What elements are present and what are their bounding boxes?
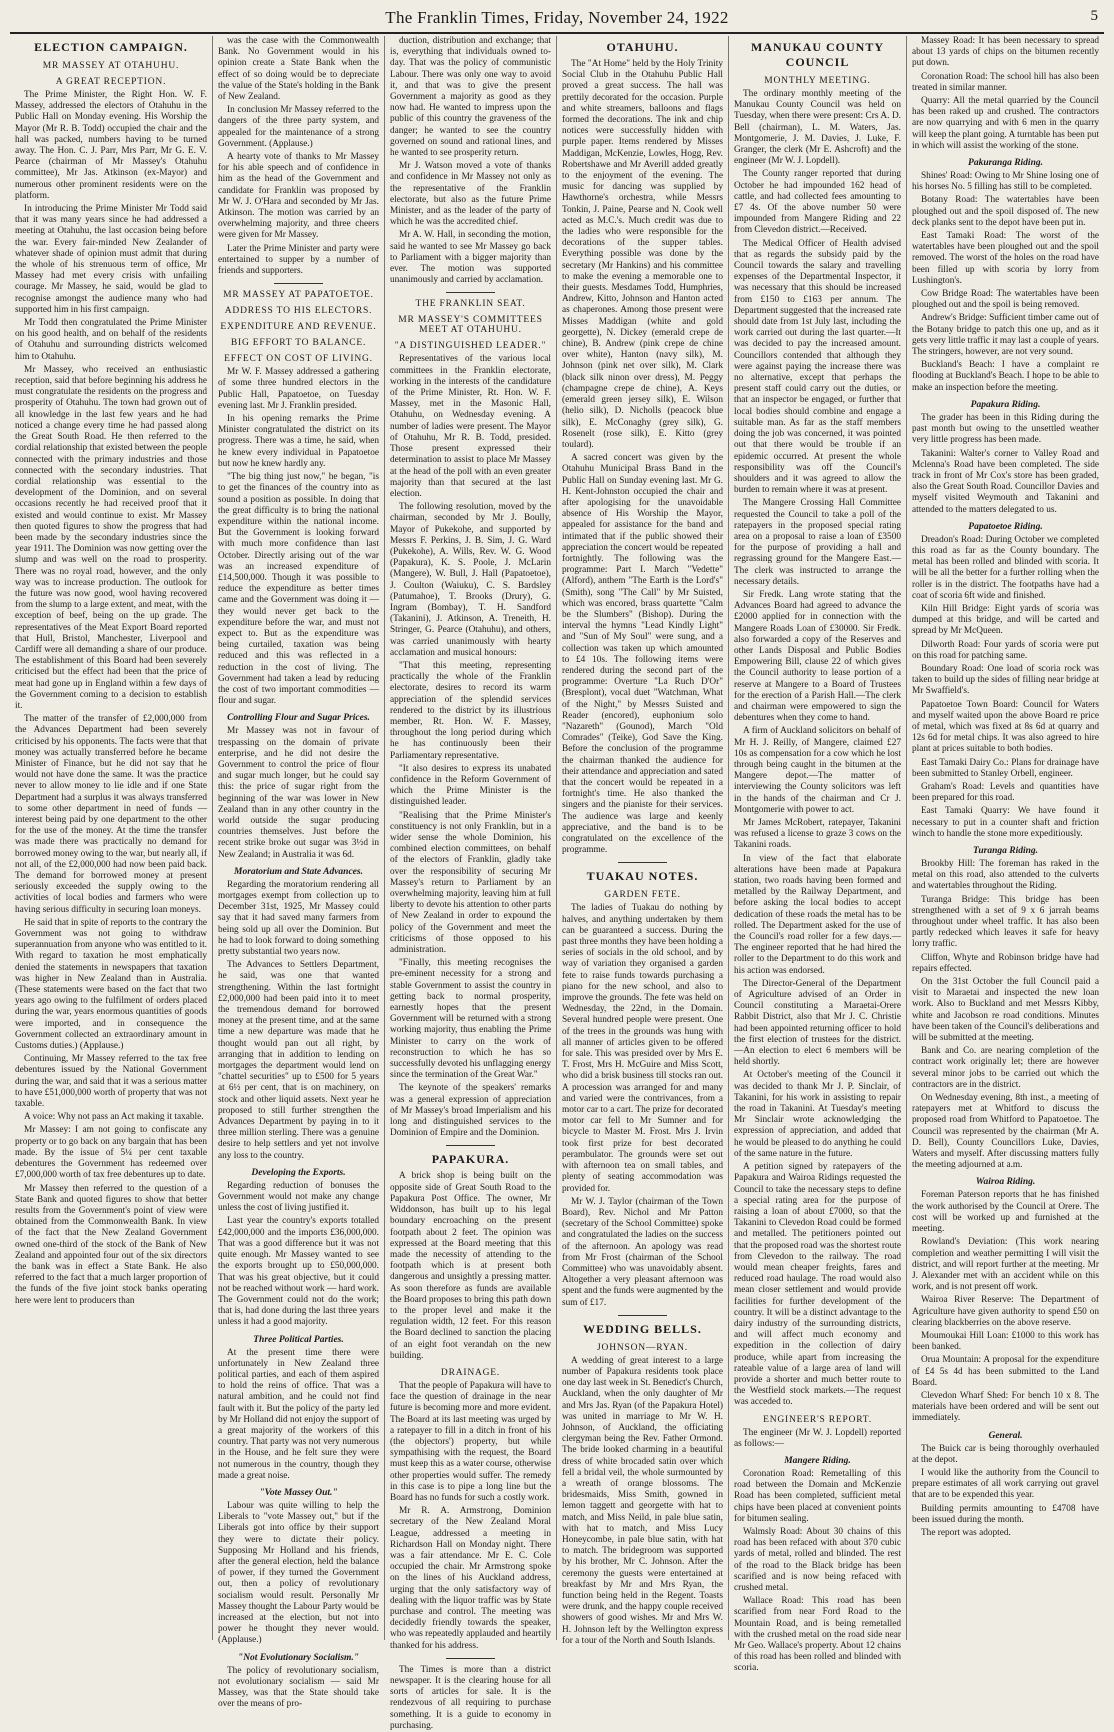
column-2 [212, 36, 384, 1710]
article-title-otahuhu: OTAHUHU. [606, 40, 679, 54]
paragraph: Last year the country's exports totalled £42,000,000 and the imports £36,000,000. That was a good difference but it was not quite enough. Mr Massey wanted to see the exports brought up to £50,000,000. That was his great objective, but it could not be reached without work — hard work. The Government could not do the work; that is, had done during the last three years unless it had a good majority. [218, 1216, 379, 1328]
subheading: JOHNSON—RYAN. [597, 1342, 688, 1353]
paragraph: The "At Home" held by the Holy Trinity Social Club in the Otahuhu Public Hall proved a great success. The hall was prettily decorated for the occasion. Purple and white streamers, balloons and flags formed the decorations. The ink and chip notices were successfully hidden with purple paper. Items rendered by Misses Maddigan, McKenzie, Lowles, Hogg, Rev. Robertshawe and Mr Averill added greatly to the enjoyment of the evening. The music for dancing was supplied by Hawthorne's orchestra, while Messrs Tonkin, J. Paine, Pearse and N. Cook well acted as M.C.'s. Much credit was due to the ladies who were responsible for the decorations of the supper tables. Everything possible was done by the secretary (Mr Hankins) and his committee to make the evening a memorable one to their guests. Mesdames Todd, Humphries, Andrew, Kitto, Johnson and Hanton acted as chaperones. Among those present were Misses Maddigan (white and gold georgette), N. Dickey (emerald crepe de chine), B. Andrew (pink crepe de chine over white), Hanton (navy silk), M. Johnson (pink net over silk), M. Clark (black silk ninon over dress), M. Peggy (champagne crepe de chine), A. Keys (emerald green jersey silk), E. Wilson (helio silk), D. Nicholls (peacock blue silk), E. McConaghy (grey silk), G. Rosenelt (rose silk), E. Kitto (grey toulard). [562, 59, 723, 450]
paragraph: "Realising that the Prime Minister's constituency is not only Franklin, but in a wider sense the whole Dominion, his combined election committees, on behalf of the electors of Franklin, gladly take over the responsibility of securing Mr Massey's return to Parliament by an overwhelming majority, leaving him at full liberty to devote his attention to other parts of New Zealand in order to expound the policy of the Government and meet the criticisms of those opposed to his administration. [390, 810, 551, 956]
subheading: EXPENDITURE AND REVENUE. [220, 322, 377, 333]
section-heading: Controlling Flour and Sugar Prices. [227, 713, 370, 724]
paragraph: Building permits amounting to £4708 have been issued during the month. [912, 1503, 1099, 1525]
paragraph: At the present time there were unfortunately in New Zealand three political parties, and each of them aspired to hold the reins of office. That was a natural ambition, and he could not find fault with it. But the policy of the party led by Mr Holland did not enjoy the support of a great majority of the workers of this country. That party was not very numerous in the House, and he felt sure they were not numerous in the country, though they made a great noise. [218, 1347, 379, 1481]
paragraph: Regarding the moratorium rendering all mortgages exempt from collection up to December 31st, 1925, Mr Massey could say that it had saved many farmers from being sold up all over the Dominion. But he had to look forward to doing something pretty substantial two years now. [218, 879, 379, 958]
section-heading: "Vote Massey Out." [259, 1487, 338, 1498]
article-title-papakura: PAPAKURA. [431, 1152, 510, 1167]
subheading: EFFECT ON COST OF LIVING. [224, 354, 373, 365]
paragraph: Graham's Road: Levels and quantities have been prepared for this road. [912, 781, 1099, 804]
paragraph: Labour was quite willing to help the Liberals to "vote Massey out," but if the Liberals got into office by their support they were to dictate their policy. Supposing Mr Holland and his friends, after the general election, held the balance of power, if they turned the Government out, then a policy of revolutionary socialism would result. Personally Mr Massey thought the Labour Party would be increased at the election, but not into power he thought they never would. (Applause.) [218, 1500, 379, 1646]
paragraph: Coronation Road: The school hill has also been treated in similar manner. [912, 71, 1099, 93]
subheading: GARDEN FETE. [604, 890, 681, 901]
article-title-tuakau-notes: TUAKAU NOTES. [586, 869, 699, 884]
paragraph: The matter of the transfer of £2,000,000 from the Advances Department had been severely criticised by his opponents. The facts were that that money was actually transferred before he became Minister of Finance, but he did not say that he would not have done the same. It was the practice never to allow money to lie idle and if one State Department had a surplus it was always transferred to some other department in need of funds — interest being paid by one department to the other for the use of the money. At the time the transfer was made there was practically no demand for borrowed money owing to the war, but nearly all, if not all, of the £2,000,000 had now been paid back. The demand for borrowed money at present seriously exceeded the supply owing to the activities of local bodies and farmers who were having serious difficulty in securing loan moneys. [15, 714, 207, 915]
paragraph: Foreman Paterson reports that he has finished the work authorised by the Council at Orere. The cost will be worked up and furnished at the meeting. [912, 1190, 1099, 1235]
paragraph: Wairoa River Reserve: The Department of Agriculture have given authority to spend £50 on clearing blackberries on the above reserve. [912, 1295, 1099, 1328]
paragraph: Dilworth Road: Four yards of scoria were put on this road for patching same. [912, 639, 1099, 661]
paragraph: duction, distribution and exchange; that is, everything that individuals owned to-day. That was the policy of communistic Labour. There was only one way to avoid it, and that was to give the present Government a majority as good as they now had. He wanted to impress upon the public of this country the graveness of the danger; he wanted to see the country governed on sound and rational lines, and he wanted to see prosperity return. [390, 36, 551, 159]
paragraph: A wedding of great interest to a large number of Papakura residents took place one day last week in St. Benedict's Church, Auckland, when the only daughter of Mr and Mrs Jas. Ryan (of the Papakura Hotel) was united in marriage to Mr W. H. Johnson, of Auckland, the officiating clergyman being the Rev. Father Ormond. The bride looked charming in a beautiful dress of white brocaded satin over which fell a bridal veil, the whole surmounted by a wreath of orange blossoms. The bridesmaids, Miss Smith, gowned in lemon taggett and georgette with hat to match, and Miss Neild, in pale blue satin, with hat to match, and Miss Lucy Honeycombe, in pale blue satin, with hat to match. The bridegroom was supported by his brother, Mr C. Johnson. After the ceremony the guests were entertained at breakfast by Mr and Mrs Ryan, the function being held in the Regent. Toasts were drunk, and the happy couple received showers of good wishes. Mr and Mrs W. H. Johnson left by the Wellington express for a tour of the North and South Islands. [562, 1355, 723, 1646]
paragraph: Mr Massey then referred to the question of a State Bank and quoted figures to show that better results from the Government's point of view were obtained from the Commonwealth Bank. In view of the fact that the New Zealand Government owned one-third of the stock of the Bank of New Zealand and appointed four out of the six directors the bank was in effect a State Bank. He also referred to the fact that a much larger proportion of the funds of the five joint stock banks operating here were lent to producers than [15, 1183, 207, 1306]
paragraph: The Times is more than a district newspaper. It is the clearing house for all sorts of articles for sale. It is the rendezvous of all requiring to purchase something. It is a guide to economy in purchasing. [390, 1664, 551, 1731]
paragraph: The keynote of the speakers' remarks was a general expression of appreciation of Mr Massey's broad Imperialism and his long and distinguished services to the Dominion of Empire and the Dominion. [390, 1083, 551, 1139]
paragraph: A sacred concert was given by the Otahuhu Municipal Brass Band in the Public Hall on Sunday evening last. Mr G. H. Kent-Johnston occupied the chair and after apologising for the unavoidable absence of His Worship the Mayor, appealed for assistance for the band and intimated that if the public showed their appreciation the concert would be repeated fortnightly. The following was the programme: Part I. March "Vedette" (Alford), anthem "The Earth is the Lord's" (Smith), song "The Call" by Mr Suisted, which was encored, brass quartette "Calm be the Slumbers" (Bishop). During the interval the hymns "Lead Kindly Light" and "Sun of My Soul" were sung, and a collection was taken up which amounted to £4 10s. The following items were rendered during the second part of the programme: Overture "La Ruch D'Or" (Bresplont), vocal duet "Watchman, What of the Night," by Messrs Suisted and Reader (encored), euphonium solo "Nazareth" (Gounod), March "Old Comrades" (Teike), God Save the King. Before the conclusion of the programme the chairman thanked the audience for their attendance and appreciation and sated that the concert would be repeated in a fortnight's time. He also thanked the singers and the pianiste for their services. The audience was large and keenly appreciative, and the band is to be congratulated on the excellence of the programme. [562, 453, 723, 856]
paragraph: The Advances to Settlers Department, he said, was one that wanted strengthening. Within the last fortnight £2,000,000 had been paid into it to meet the tremendous demand for borrowed money at the present time, and at the same time a new departure was made that he thought would pan out all right, by arranging that in addition to lending on mortgages the department would lend on "chattel securities" up to £500 for 5 years at 6½ per cent, that is on machinery, on stock and other liquid assets. Next year he proposed to still further strengthen the Advances Department by paying in to it three million sterling. There was a genuine desire to help settlers and yet not involve any loss to the country. [218, 960, 379, 1161]
paragraph: Turanga Bridge: This bridge has been strengthened with a set of 9 x 6 jarrah beams throughout under wheel traffic. It has also been partly redecked which leaves it safe for heavy lorry traffic. [912, 894, 1099, 950]
paragraph: Brookby Hill: The foreman has raked in the metal on this road, also attended to the culverts and watertables throughout the Riding. [912, 859, 1099, 892]
divider [618, 1315, 666, 1316]
paragraph: Continuing, Mr Massey referred to the tax free debentures issued by the National Government during the war, and said that it was a serious matter to have £51,000,000 worth of property that was not taxable. [15, 1054, 207, 1110]
paragraph: Botany Road: The watertables have been ploughed out and the spoil disposed of. The new deck planks sent to the depot have been put in. [912, 195, 1099, 228]
paragraph: Mr Massey: I am not going to confiscate any property or to go back on any bargain that has been made. By the issue of 5¼ per cent taxable debentures the Government has redeemed over £7,000,000 worth of tax free debentures up to date. [15, 1125, 207, 1181]
section-heading: Three Political Parties. [253, 1334, 344, 1345]
paragraph: "It also desires to express its unabated confidence in the Reform Government of which the Prime Minister is the distinguished leader. [390, 763, 551, 808]
paragraph: The grader has been in this Riding during the past month but owing to the unsettled weather very little progress has been made. [912, 412, 1099, 446]
paragraph: Clevedon Wharf Shed: For bench 10 x 8. The materials have been ordered and will be sent out immediately. [912, 1390, 1099, 1424]
paragraph: Shines' Road: Owing to Mr Shine losing one of his horses No. 5 filling has still to be completed. [912, 171, 1099, 193]
paragraph: Mr W. F. Massey addressed a gathering of some three hundred electors in the Public Hall, Papatoetoe, on Tuesday evening last. Mr J. Franklin presided. [218, 367, 379, 411]
section-heading: Pakuranga Riding. [968, 158, 1043, 169]
paragraph: Coronation Road: Remetalling of this road between the Domain and McKenzie Road has been completed, sufficient metal chips have been placed at convenient points for bitumen sealing. [734, 1468, 901, 1524]
column-5 [728, 36, 906, 1674]
paragraph: Mr J. Watson moved a vote of thanks and confidence in Mr Massey not only as the representative of the Franklin electorate, but also as the future Prime Minister, and as the leader of the party of which he was the accredited chief. [390, 161, 551, 228]
paragraph: That the people of Papakura will have to face the question of drainage in the near future is becoming more and more evident. The Board at its last meeting was urged by a ratepayer to fill in a ditch in front of his (the objectors') property, but while sympathising with the request, the Board must keep this as a water course, otherwise other properties would suffer. The remedy in this case is to pipe a long line but the Board has no funds for such a costly work. [390, 1380, 551, 1503]
paragraph: Later the Prime Minister and party were entertained to supper by a number of friends and supporters. [218, 243, 379, 277]
paragraph: The engineer (Mr W. J. Lopdell) reported as follows:— [734, 1427, 901, 1449]
paragraph: The report was adopted. [921, 1527, 1011, 1538]
columns [10, 36, 1104, 1731]
article-title-wedding-bells: WEDDING BELLS. [583, 1321, 702, 1336]
paragraph: Boundary Road: One load of scoria rock was taken to build up the sides of filling near bridge at Mr Swaffield's. [912, 663, 1099, 697]
paragraph: Regarding reduction of bonuses the Government would not make any change unless the cost of living justified it. [218, 1180, 379, 1214]
paragraph: Moumoukai Hill Loan: £1000 to this work has been banked. [912, 1330, 1099, 1353]
section-heading: Papakura Riding. [970, 399, 1041, 410]
paragraph: A hearty vote of thanks to Mr Massey for his able speech and of confidence in him as the head of the Government and candidate for Franklin was proposed by Mr W. J. O'Hara and seconded by Mr Jas. Atkinson. The motion was carried by an overwhelming majority, and three cheers were given for Mr Massey. [218, 152, 379, 241]
column-4 [556, 36, 728, 1646]
paragraph: I would like the authority from the Council to prepare estimates of all work carrying out gravel that are to be expended this year. [912, 1467, 1099, 1501]
paragraph: In view of the fact that elaborate alterations have been made at Papakura station, two roads having been formed and metalled by the Railway Department, and before asking the local bodies to accept dedication of these roads the metal has to be rolled. The Department asked for the use of the Council's road roller for a few days.—The engineer reported that he had hired the roller to the Department to do this work and his action was endorsed. [734, 853, 901, 976]
paragraph: He said that in spite of reports to the contrary the Government was not going to withdraw superannuation from anyone who was entitled to it. With regard to taxation he most emphatically denied the statements in newspapers that taxation was higher in New Zealand than in Australia. (These statements were based on the fact that two years ago owing to the fulfilment of orders placed during the war, years enormous quantities of goods were imported, and in consequence the Government collected an extraordinary amount in Customs duties.) (Applause.) [15, 917, 207, 1052]
subheading: DRAINAGE. [440, 1367, 501, 1378]
paragraph: The Director-General of the Department of Agriculture advised of an Order in Council constituting a Maraetai-Orere Rabbit District, also that Mr J. C. Christie had been appointed returning officer to hold the first election of trustees for the district.—An election to elect 6 members will be held shortly. [734, 978, 901, 1068]
subheading: BIG EFFORT TO BALANCE. [230, 338, 367, 349]
paragraph: The Prime Minister, the Right Hon. W. F. Massey, addressed the electors of Otahuhu in the Public Hall on Monday evening. His Worship the Mayor (Mr R. B. Todd) occupied the chair and the hall was packed, numbers having to be turned away. The Hon. C. J. Parr, Mrs Parr, Mr G. E. V. Pearce (chairman of Mr Massey's Otahuhu committee), Mr Jas. Atkinson (ex-Mayor) and numerous other prominent residents were on the platform. [15, 90, 207, 201]
paragraph: Mr Massey was not in favour of trespassing on the domain of private enterprise, and he did not desire the Government to control the price of flour and sugar much longer, but he could say this: the price of sugar right from the beginning of the war was lower in New Zealand than in any other country in the world outside the sugar producing countries themselves. Just before the recent strike broke out sugar was 3½d in New Zealand; in Australia it was 6d. [218, 726, 379, 860]
column-1 [10, 36, 212, 1640]
paragraph: "The big thing just now," he began, "is to get the finances of the country into as sound a position as possible. In doing that the great difficulty is to bring the national expenditure within the national income. But the Government is looking forward with much more confidence than last October. Directly arising out of the war was an increased expenditure of £14,500,000. Though it was possible to reduce the expenditure as better times came and the Government was doing it — they would never get back to the expenditure before the war, and must not expect to. But as the expenditure was being curtailed, taxation was being reduced and this was reflected in a reduction in the cost of living. The Government had taken a lead by reducing the cost of two important commodities — flour and sugar. [218, 472, 379, 707]
subheading: MONTHLY MEETING. [764, 76, 871, 86]
subheading: THE FRANKLIN SEAT. [415, 299, 526, 310]
paragraph: In introducing the Prime Minister Mr Todd said that it was many years since he had addressed a meeting at Otahuhu, the last occasion being before the war. Every fair-minded New Zealander of whatever shade of opinion must admit that during the whole of his strenuous term of office, Mr Massey had met every crisis with unfailing courage. Mr Massey, he said, would be glad to recognise amongst the audience many who had supported him in his first campaign. [15, 204, 207, 315]
paragraph: On Wednesday evening, 8th inst., a meeting of ratepayers met at Whitford to discuss the proposed road from Whitford to Papatoetoe. The Council was represented by the chairman (Mr A. D. Bell), County Councillors Luke, Davies, Waters and myself. After discussing matters fully the meeting adjourned at a.m. [912, 1093, 1099, 1171]
subheading: ENGINEER'S REPORT. [763, 1414, 872, 1425]
divider [446, 1145, 494, 1146]
paragraph: Sir Fredk. Lang wrote stating that the Advances Board had agreed to advance the £2000 applied for in connection with the Mangere Roads Loan of £30000. Sir Fredk. also forwarded a copy of the Reserves and other Lands Disposal and Public Bodies Empowering Bill, clause 22 of which gives the Council authority to lease portion of a reserve at Mangere to a Board of Trustees for the erection of a Parish Hall.—The clerk and chairman were empowered to sign the debentures when they come to hand. [734, 589, 901, 724]
subheading: A GREAT RECEPTION. [55, 77, 167, 87]
subheading: MR MASSEY'S COMMITTEES MEET AT OTAHUHU. [398, 315, 543, 336]
paragraph: A petition signed by ratepayers of the Papakura and Wairoa Ridings requested the Council to take the necessary steps to define a special rating area for the purpose of raising a loan of about £7000, so that the Takanini to Clevedon Road could be formed and metalled. The petitioners pointed out that the proposed road was the shortest route from Clevedon to the railway. The road would mean cheaper freights, fares and reduced road haulage. The road would also mean closer settlement and would provide facilities for further development of the country. It will be a distinct advantage to the dairy industry of the surrounding districts, and will affect much economy and expedition in the collection of dairy produce, while apart from increasing the rateable value of a large area of land will provide a shorter and much better route to the Westfield stock markets.—The request was acceded to. [734, 1162, 901, 1408]
paragraph: The following resolution, moved by the chairman, seconded by Mr J. Boully, Mayor of Pukekohe, and supported by Messrs F. Perkins, J. B. Sim, J. G. Ward (Pukekohe), A. Wills, Rev. W. G. Wood (Papakura), K. S. Poole, J. McLarin (Mangere), W. Bull, J. Hall (Papatoetoe), J. Coulton (Waiuku), C. S. Bardsley (Patumahoe), T. Brooks (Drury), G. Ingram (Bombay), T. H. Sandford (Takanini), J. Atkinson, A. Treneith, H. Stringer, G. Pearce (Otahuhu), and others, was carried unanimously with hearty acclamation and musical honours: [390, 502, 551, 658]
divider [618, 862, 666, 863]
subheading: MR MASSEY AT PAPATOETOE. [223, 290, 374, 301]
divider [446, 292, 494, 293]
paragraph: Representatives of the various local committees in the Franklin electorate, working in the interests of the candidature of the Prime Minister, Rt. Hon. W. F. Massey, met in the Masonic Hall, Otahuhu, on Wednesday evening. A number of ladies were present. The Mayor of Otahuhu, Mr R. B. Todd, presided. Those present expressed their determination to assist to place Mr Massey at the head of the poll with an even greater majority than that secured at the last election. [390, 354, 551, 499]
paragraph: Wallace Road: This road has been scarified from near Ford Road to the Mountain Road, and is being remetalled with the crushed metal on the road side near Mr Geo. Wallace's property. About 12 chains of this road has been rolled and blinded with scoria. [734, 1596, 901, 1674]
paragraph: Rowland's Deviation: (This work nearing completion and weather permitting I will visit the district, and will report further at the meeting. Mr J. Alexander met with an accident while on this work, and is not present off work. [912, 1237, 1099, 1293]
paragraph: Mr James McRobert, ratepayer, Takanini was refused a license to graze 3 cows on the Takanini roads. [734, 818, 901, 851]
paragraph: East Tamaki Quarry: We have found it necessary to put in a counter shaft and friction winch to handle the stone more expeditiously. [912, 806, 1099, 839]
paragraph: A firm of Auckland solicitors on behalf of Mr H. J. Reilly, of Mangere, claimed £27 10s as compensation for a cow which he lost through being caught in the bitumen at the Mangere depot.—The matter of interviewing the County solicitors was left in the hands of the chairman and Cr J. Montgomerie with power to act. [734, 726, 901, 815]
paragraph: Walmsly Road: About 30 chains of this road has been refaced with about 370 cubic yards of metal, rolled and blinded. The rest of the road to the Black bridge has been scarified and is now being refaced with crushed metal. [734, 1526, 901, 1593]
paragraph: Papatoetoe Town Board: Council for Waters and myself waited upon the above Board re price of metal, which was fixed at 8s 6d at quarry and 12s 6d for metal chips. It was also agreed to hire plant at prices suitable to both bodies. [912, 699, 1099, 755]
paragraph: The Buick car is being thoroughly overhauled at the depot. [912, 1443, 1099, 1465]
paragraph: Mr R. A. Armstrong, Dominion secretary of the New Zealand Moral League, addressed a meeting in Richardson Hall on Monday night. There was a fair attendance. Mr E. C. Cole occupied the chair. Mr Armstrong spoke on the lines of his Auckland address, urging that the only satisfactory way of dealing with the liquor traffic was by State purchase and control. The meeting was decidedly friendly towards the speaker, who was repeatedly applauded and heartily thanked for his address. [390, 1506, 551, 1651]
paragraph: The policy of revolutionary socialism, not evolutionary socialism — said Mr Massey, was that the State should take over the means of pro- [218, 1665, 379, 1710]
section-heading: Wairoa Riding. [975, 1177, 1036, 1188]
section-heading: Mangere Riding. [784, 1455, 851, 1466]
paragraph: Mr Todd then congratulated the Prime Minister on his good health, and on behalf of the residents of Otahuhu and surrounding districts welcomed him to Otahuhu. [15, 318, 207, 362]
section-heading: Moratorium and State Advances. [234, 866, 363, 877]
section-heading: Developing the Exports. [251, 1167, 346, 1178]
paragraph: Dreadon's Road: During October we completed this road as far as the County boundary. The metal has been rolled and blinded with scoria. It will be all the better for a further rolling when the roller is in the district. The footpaths have had a coat of scoria 6ft wide and finished. [912, 534, 1099, 601]
paragraph: Mr W. J. Taylor (chairman of the Town Board), Rev. Nichol and Mr Patton (secretary of the School Committee) spoke and congratulated the ladies on the success of the afternoon. An apology was read from Mr Frost (chairman of the School Committee) who was unavoidably absent. Altogether a very pleasant afternoon was spent and the funds were augmented by the sum of £17. [562, 1196, 723, 1308]
divider [446, 1658, 494, 1659]
subheading: MR MASSEY AT OTAHUHU. [42, 61, 180, 71]
column-6 [906, 36, 1104, 1640]
column-3 [384, 36, 556, 1731]
paragraph: The ordinary monthly meeting of the Manukau County Council was held on Tuesday, when there were present: Crs A. D. Bell (chairman), L. M. Waters, Jas. Montgomerie, J. M. Davies, J. Luke, F. Granger, the clerk (Mr E. Ashcroft) and the engineer (Mr W. J. Lopdell). [734, 89, 901, 167]
paragraph: "That this meeting, representing practically the whole of the Franklin electorate, desires to record its warm appreciation of the splendid services rendered to the district by its illustrious member, Rt. Hon. W. F. Massey, throughout the long period during which he has continuously been their Parliamentary representative. [390, 660, 551, 761]
divider [274, 283, 322, 284]
paragraph: A voice: Why not pass an Act making it taxable. [24, 1112, 204, 1123]
paragraph: Massey Road: It has been necessary to spread about 13 yards of chips on the bitumen recently put down. [912, 36, 1099, 69]
paragraph: East Tamaki Dairy Co.: Plans for drainage have been submitted to Stanley Orbell, engineer. [912, 757, 1099, 779]
paragraph: Bank and Co. are nearing completion of the contract work originally let; there are however several minor jobs to be carried out which the contractors are in the district. [912, 1046, 1099, 1090]
paragraph: The ladies of Tuakau do nothing by halves, and anything undertaken by them can be guaranteed a success. During the past three months they have been holding a series of socials in the old school, and by way of variation they organised a garden fete to raise funds towards purchasing a piano for the new school, and also to improve the grounds. The fete was held on Wednesday, the 22nd, in the Domain. Several hundred people were present. One of the trees in the grounds was hung with all manner of articles given to be offered for sale. This was presided over by Mrs E. T. Frost, Mrs H. McGuire and Miss Scott, who did a brisk business till stocks ran out. A procession was arranged for and many and varied were the contrivances, from a motor car to a cart. The prize for decorated motor car fell to Mr Sumner and for bicycle to Master M. Frost. Mrs J. Irvin took first prize for best decorated perambulator. The grounds were set out with afternoon tea on small tables, and plenty of seating accommodation was provided for. [562, 903, 723, 1194]
paragraph: Andrew's Bridge: Sufficient timber came out of the Botany bridge to patch this one up, and as it gets very little traffic it may last a couple of years. The stringers, however, are not very sound. [912, 313, 1099, 358]
paragraph: The Mangere Crossing Hall Committee requested the Council to take a poll of the ratepayers in the proposed special rating area on a proposal to raise a loan of £3500 for the purpose of providing a hall and regrassing ground for the Mangere East.—The clerk was instructed to arrange the necessary details. [734, 498, 901, 587]
section-heading: Papatoetoe Riding. [968, 521, 1043, 532]
paragraph: Quarry: All the metal quarried by the Council has been raked up and crushed. The contractors are now quarrying and with 6 men in the quarry will keep the plant going. A turntable has been put in which will assist the working of the stone. [912, 96, 1099, 151]
paragraph: In conclusion Mr Massey referred to the dangers of the three party system, and appealed for the maintenance of a strong Government. (Applause.) [218, 105, 379, 149]
paragraph: East Tamaki Road: The worst of the watertables have been ploughed out and the spoil removed. The worst of the holes on the road have been filled up with scoria by lorry from Lushington's. [912, 231, 1099, 286]
page-number: 5 [1090, 8, 1098, 24]
paragraph: In his opening remarks the Prime Minister congratulated the district on its progress. There was a time, he said, when he knew every individual in Papatoetoe but now he knew hardly any. [218, 414, 379, 469]
paragraph: At October's meeting of the Council it was decided to thank Mr J. P. Sinclair, of Takanini, for his work in assisting to repair the road in Takanini. At Tuesday's meeting Mr Sinclair wrote acknowledging the expression of appreciation, and added that he would be pleased to do anything he could of the same nature in the future. [734, 1070, 901, 1159]
section-heading: Turanga Riding. [972, 846, 1039, 856]
paragraph: Mr Massey, who received an enthusiastic reception, said that before beginning his address he must congratulate the residents on the progress and prosperity of Otahuhu. The town had grown out of all knowledge in the last few years and he had noticed a change every time he had passed along the Great South Road. He then referred to the cordial relationship that existed between the people connected with the primary industries and those connected with the secondary industries. That cordial relationship was essential to the development of the Dominion, and on several occasions recently he had received proof that it existed and would continue to exist. Mr Massey then quoted figures to show the progress that had been made by the secondary industries since the year 1911. The Dominion was now getting over the slump and was well on the road to prosperity. There was no royal road, however, and the only way was to increase production. The outlook for the future was now good, wool having recovered from the slump to a large extent, and meat, with the exception of beef, being on the up grade. The representatives of the Meat Export Board reported that Hull, Bristol, Manchester, Liverpool and Cardiff were all demanding a share of our produce. The establishment of this Board had been severely criticised but the effect had been that the price of meat had gone up in England within a few days of the Government coming to a decision to establish it. [15, 364, 207, 711]
section-heading: "Not Evolutionary Socialism." [237, 1652, 360, 1663]
subheading: ADDRESS TO HIS ELECTORS. [224, 306, 373, 317]
masthead [10, 4, 1104, 34]
paragraph: Orua Mountain: A proposal for the expenditure of £4 5s 4d has been submitted to the Land Board. [912, 1355, 1099, 1388]
article-title-election-campaign: ELECTION CAMPAIGN. [34, 40, 188, 54]
paragraph: A brick shop is being built on the opposite side of Great South Road to the Papakura Post Office. The owner, Mr Widdonson, has built up to his legal boundary encroaching on the present footpath about 2 feet. The opinion was expressed at the Board meeting that this made the necessity of attending to the footpath which is at present both dangerous and unsightly a pressing matter. As soon therefore as funds are available the Board proposes to bring this path down to the proper level and make it the regulation width, 12 feet. For this reason the Board declined to sanction the placing of an eight foot verandah on the new building. [390, 1171, 551, 1361]
paragraph: "Finally, this meeting recognises the pre-eminent necessity for a strong and stable Government to assist the country in getting back to normal prosperity, earnestly hopes that the present Government will be returned with a strong working majority, thus enabling the Prime Minister to carry on the work of reconstruction to which he has so successfully devoted his unflagging energy since the termination of the Great War." [390, 958, 551, 1081]
paragraph: Buckland's Beach: I have a complaint re flooding at Buckland's Beach. I hope to be able to make an inspection before the meeting. [912, 360, 1099, 393]
paragraph: Mr A. W. Hall, in seconding the motion, said he wanted to see Mr Massey go back to Parliament with a bigger majority than ever. The motion was supported unanimously and carried by acclamation. [390, 230, 551, 286]
paragraph: On the 31st October the full Council paid a visit to Maraetai and inspected the new loan work. Also to Buckland and met Messrs Kibby, white and Jacobson re road conditions. Minutes have been taken of the Council's deliberations and will be submitted at the meeting. [912, 977, 1099, 1044]
section-heading: General. [988, 1430, 1023, 1441]
paragraph: Cliffon, Whyte and Robinson bridge have had repairs effected. [912, 952, 1099, 974]
paragraph: was the case with the Commonwealth Bank. No Government would in his opinion create a State Bank when the effect of so doing would be to depreciate the value of the State's holding in the Bank of New Zealand. [218, 36, 379, 103]
subheading: "A DISTINGUISHED LEADER." [394, 341, 547, 352]
paragraph: The County ranger reported that during October he had impounded 162 head of cattle, and had collected fees amounting to £7 4s. Of the above number 50 were impounded from Mangere Riding and 22 from Clevedon district.—Received. [734, 169, 901, 236]
paragraph: Cow Bridge Road: The watertables have been ploughed out and the spoil is being removed. [912, 289, 1099, 311]
article-title-manukau-county-council: MANUKAU COUNTY COUNCIL [751, 40, 884, 69]
masthead-title: The Franklin Times, Friday, November 24, 1922 [385, 8, 729, 27]
paragraph: Kiln Hill Bridge: Eight yards of scoria was dumped at this bridge, and will be carted and spread by Mr McQueen. [912, 603, 1099, 637]
paragraph: Takanini: Walter's corner to Valley Road and Mclenna's Road have been completed. The side track in front of Mr Cox's store has been graded, also the Great South Road. Councillor Davies and myself visited Weymouth and Takanini and attended to the matters delegated to us. [912, 448, 1099, 515]
paragraph: The Medical Officer of Health advised that as regards the subsidy paid by the Council towards the salary and travelling expenses of the Departmental Inspector, it was necessary that this should be increased from £150 to £163 per annum. The Department suggested that the increased rate should date from 1st July last, including the work carried out during the last quarter.—It was decided to pay the increased amount. Councillors contended that although they were against paying the increase there was no alternative, except that perhaps the present staff could carry out the duties, or that an inspector be engaged, or further that local bodies should combine and engage a suitable man. As far as the staff members doing the job was concerned, it was pointed out that there would be trouble if an epidemic occurred. At present the whole responsibility was off the Council's shoulders and it was agreed to allow the burden to remain where it was at present. [734, 238, 901, 496]
